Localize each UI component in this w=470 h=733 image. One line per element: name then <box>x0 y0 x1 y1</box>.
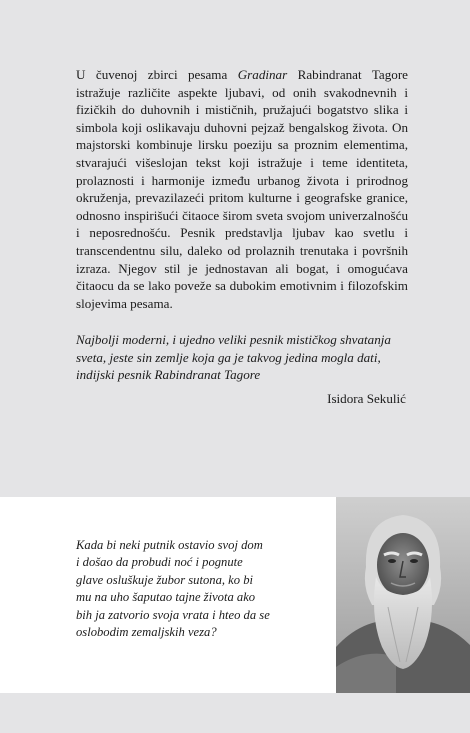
description-start: U čuvenoj zbirci pesama <box>76 67 238 82</box>
critic-quote: Najbolji moderni, i ujedno veliki pesnik mističkog shvatanja sveta, jeste sin zemlje koja ga je takvog jedina mogla dati, indijski pesnik Rabindranat Tagore <box>76 332 391 383</box>
description-rest: Rabindranat Tagore istražuje različite aspekte ljubavi, od onih svakodnevnih i fizičkih do duhovnih i mističnih, pružajući bogatstvo slika i simbola koji oslikavaju duhovni pejzaž bengalskog života. On majstorski kombinuje lirsku poeziju sa proznim elementima, stvarajući višeslojan tekst koji istražuje i teme identiteta, prolaznosti i harmonije između urbanog života i prirodnog okruženja, prevazilazeći pritom kulturne i geografske granice, odnosno inspirišući čitaoce širom sveta svojom univerzalnošću i neposrednošću. Pesnik predstavlja ljubav kao svetlu i transcendentnu silu, daleko od prolaznih trenutaka i površnih izraza. Njegov stil je jednostavan ali bogat, i omogućava čitaocu da se lako poveže sa dubokim emotivnim i filozofskim slojevima pesama. <box>76 67 408 311</box>
poem-panel <box>0 497 470 693</box>
portrait-photo <box>336 497 470 693</box>
author-portrait <box>336 497 470 693</box>
poem-line: mu na uho šaputao tajne života ako <box>76 590 256 605</box>
poem-line: bih ja zatvorio svoja vrata i hteo da se <box>76 607 270 622</box>
poem-line: Kada bi neki putnik ostavio svoj dom <box>76 538 263 552</box>
poem-excerpt <box>76 537 336 641</box>
quote-author: Isidora Sekulić <box>327 391 406 406</box>
book-title: Gradinar <box>237 67 288 82</box>
book-description <box>76 66 408 312</box>
poem-line: glave osluškuje žubor sutona, ko bi <box>76 572 253 587</box>
poem-line: oslobodim zemaljskih veza? <box>76 625 217 640</box>
description-paragraph <box>76 66 408 312</box>
poem-line: i došao da probudi noć i pognute <box>76 555 243 570</box>
